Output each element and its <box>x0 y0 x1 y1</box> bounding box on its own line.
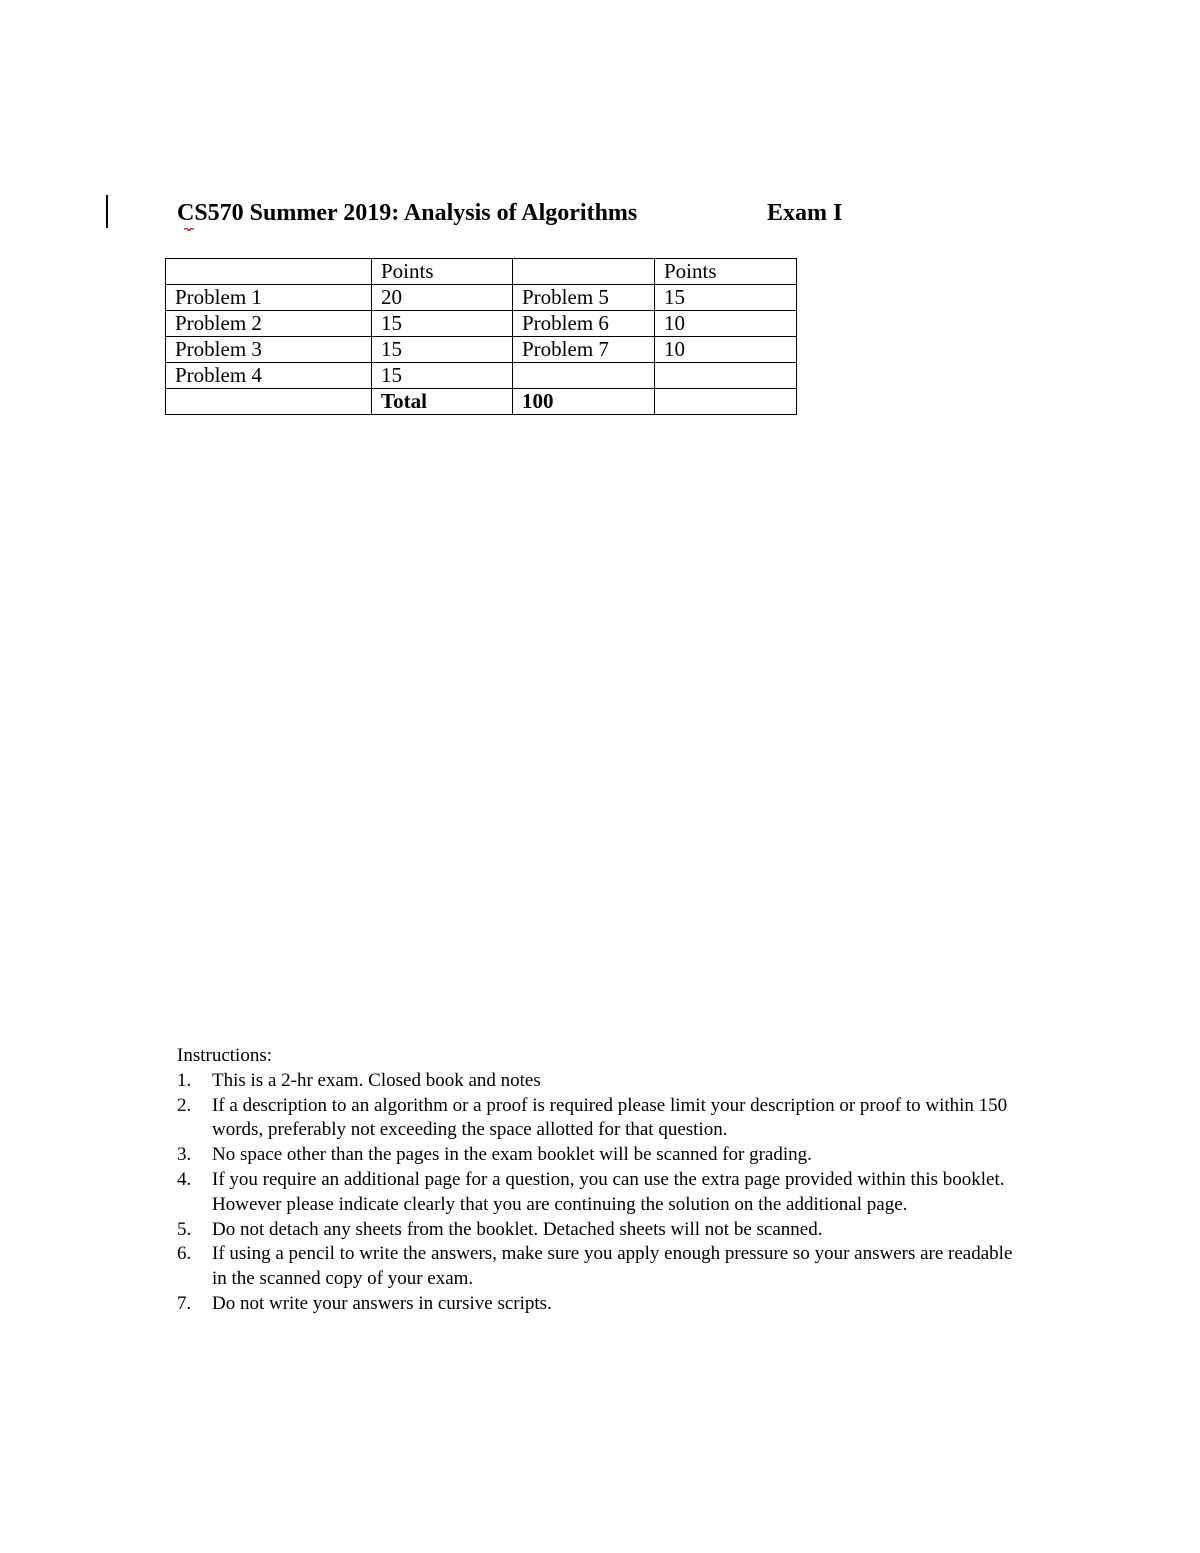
table-cell <box>166 259 372 285</box>
table-cell: Problem 5 <box>513 285 655 311</box>
list-item-text: Do not write your answers in cursive scripts. <box>212 1292 552 1314</box>
table-row <box>166 363 797 389</box>
list-item-text: Do not detach any sheets from the booklet. Detached sheets will not be scanned. <box>212 1218 823 1240</box>
list-item-text: If a description to an algorithm or a proof is required please limit your description or proof to within 150 words, preferably not exceeding the space allotted for that question. <box>212 1094 1008 1141</box>
table-cell <box>655 389 797 415</box>
table-cell: 15 <box>372 363 513 389</box>
table-cell: 15 <box>372 311 513 337</box>
table-cell <box>513 363 655 389</box>
list-item-number: 3. <box>177 1144 192 1166</box>
spellcheck-squiggle <box>184 228 194 231</box>
total-label: Total <box>372 389 513 415</box>
table-cell <box>655 363 797 389</box>
list-item-number: 7. <box>177 1292 192 1314</box>
table-cell <box>166 389 372 415</box>
table-cell: Problem 3 <box>166 337 372 363</box>
table-row <box>166 311 797 337</box>
table-cell: Problem 6 <box>513 311 655 337</box>
table-row <box>166 285 797 311</box>
table-cell: Points <box>655 259 797 285</box>
table-row-total <box>166 389 797 415</box>
list-item-text: No space other than the pages in the exam booklet will be scanned for grading. <box>212 1144 812 1166</box>
exam-title: CS570 Summer 2019: Analysis of Algorithms <box>177 200 638 226</box>
table-cell: 15 <box>372 337 513 363</box>
table-cell: 10 <box>655 311 797 337</box>
list-item-text: If you require an additional page for a question, you can use the extra page provided within this booklet. However please indicate clearly that you are continuing the solution on the additional page. <box>212 1168 1005 1215</box>
list-item-number: 6. <box>177 1243 192 1265</box>
table-cell: Problem 2 <box>166 311 372 337</box>
list-item <box>177 1168 1017 1218</box>
list-item-number: 4. <box>177 1168 192 1190</box>
instructions-section <box>177 1044 1017 1317</box>
table-cell: Problem 7 <box>513 337 655 363</box>
list-item-number: 1. <box>177 1069 192 1091</box>
points-table <box>165 258 797 415</box>
total-value: 100 <box>513 389 655 415</box>
list-item <box>177 1242 1017 1292</box>
list-item-number: 2. <box>177 1094 192 1116</box>
table-cell: Problem 1 <box>166 285 372 311</box>
table-row <box>166 259 797 285</box>
list-item-text: This is a 2-hr exam. Closed book and notes <box>212 1069 541 1091</box>
table-cell: 20 <box>372 285 513 311</box>
list-item <box>177 1292 1017 1317</box>
list-item <box>177 1143 1017 1168</box>
table-cell: Points <box>372 259 513 285</box>
revision-change-bar <box>106 195 108 228</box>
exam-subtitle: Exam I <box>767 200 843 226</box>
instructions-heading: Instructions: <box>177 1045 272 1066</box>
table-cell: 15 <box>655 285 797 311</box>
instructions-list <box>177 1069 1017 1317</box>
table-cell <box>513 259 655 285</box>
exam-header <box>177 196 877 230</box>
table-row <box>166 337 797 363</box>
table-cell: Problem 4 <box>166 363 372 389</box>
list-item-text: If using a pencil to write the answers, make sure you apply enough pressure so your answers are readable in the scanned copy of your exam. <box>212 1243 1013 1290</box>
list-item-number: 5. <box>177 1218 192 1240</box>
list-item <box>177 1069 1017 1094</box>
list-item <box>177 1094 1017 1144</box>
table-cell: 10 <box>655 337 797 363</box>
list-item <box>177 1218 1017 1243</box>
